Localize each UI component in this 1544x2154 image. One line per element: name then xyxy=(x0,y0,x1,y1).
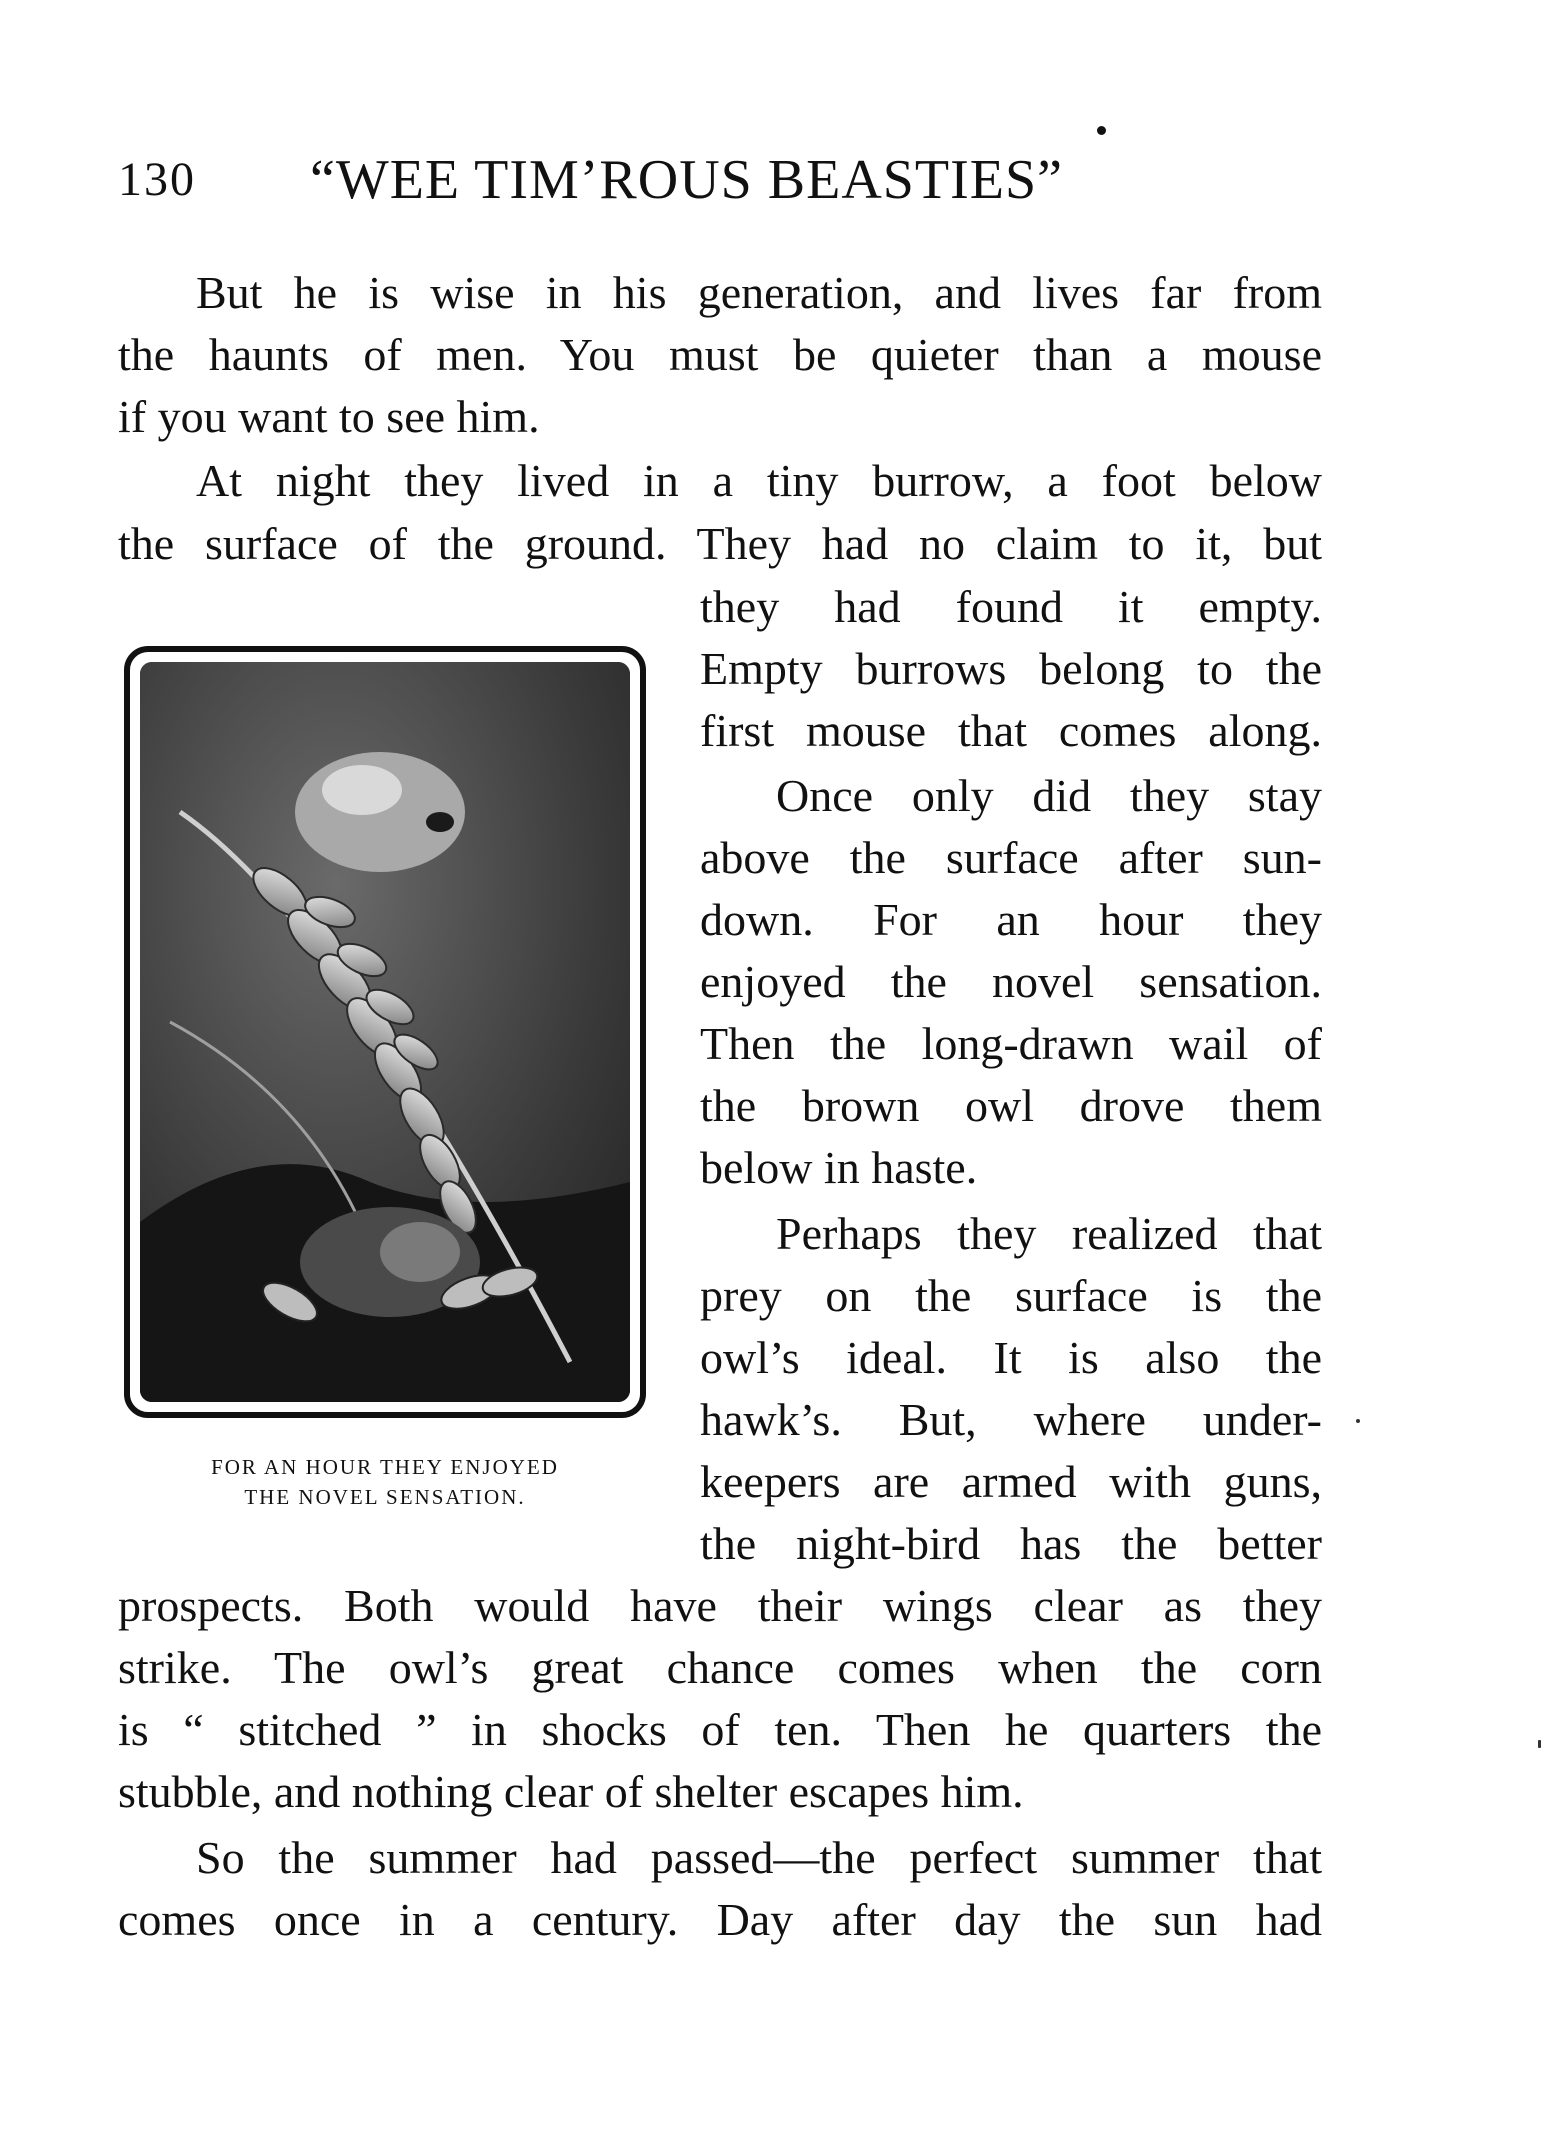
body-line: the haunts of men. You must be quieter than a mouse xyxy=(118,329,1322,380)
body-line: down. For an hour they xyxy=(700,894,1322,945)
body-line: first mouse that comes along. xyxy=(700,705,1322,756)
illustration-caption: THE NOVEL SENSATION. xyxy=(244,1485,526,1509)
body-line: is “ stitched ” in shocks of ten. Then he quarters the xyxy=(118,1704,1322,1755)
ink-dot xyxy=(1097,126,1106,135)
body-line: owl’s ideal. It is also the xyxy=(700,1332,1322,1383)
body-line: But he is wise in his generation, and lives far from xyxy=(196,267,1322,318)
body-line: comes once in a century. Day after day the sun had xyxy=(118,1894,1322,1945)
body-line: if you want to see him. xyxy=(118,391,540,442)
body-line: prospects. Both would have their wings clear as they xyxy=(118,1580,1322,1631)
body-line: hawk’s. But, where under- xyxy=(700,1394,1322,1445)
body-line: the night-bird has the better xyxy=(700,1518,1322,1569)
body-line: enjoyed the novel sensation. xyxy=(700,956,1322,1007)
page-number: 130 xyxy=(118,153,196,206)
body-line: So the summer had passed—the perfect summer that xyxy=(196,1832,1322,1883)
body-line: below in haste. xyxy=(700,1142,978,1193)
body-line: above the surface after sun- xyxy=(700,832,1322,883)
body-line: Empty burrows belong to the xyxy=(700,643,1322,694)
mouse-photo xyxy=(140,662,630,1402)
body-line: prey on the surface is the xyxy=(700,1270,1322,1321)
body-line: stubble, and nothing clear of shelter escapes him. xyxy=(118,1766,1024,1817)
body-line: keepers are armed with guns, xyxy=(700,1456,1322,1507)
illustration-plate xyxy=(124,646,646,1418)
body-line: the brown owl drove them xyxy=(700,1080,1322,1131)
body-line: At night they lived in a tiny burrow, a foot below xyxy=(196,455,1322,506)
body-line: Perhaps they realized that xyxy=(776,1208,1322,1259)
body-line: Once only did they stay xyxy=(776,770,1322,821)
body-line: strike. The owl’s great chance comes when the corn xyxy=(118,1642,1322,1693)
stray-mark xyxy=(1538,1740,1541,1748)
running-head: “WEE TIM’ROUS BEASTIES” xyxy=(310,149,1063,211)
body-line: they had found it empty. xyxy=(700,581,1322,632)
body-line: Then the long-drawn wail of xyxy=(700,1018,1322,1069)
stray-mark xyxy=(1356,1419,1360,1423)
body-line: the surface of the ground. They had no claim to it, but xyxy=(118,518,1322,569)
illustration-caption: FOR AN HOUR THEY ENJOYED xyxy=(211,1455,559,1479)
